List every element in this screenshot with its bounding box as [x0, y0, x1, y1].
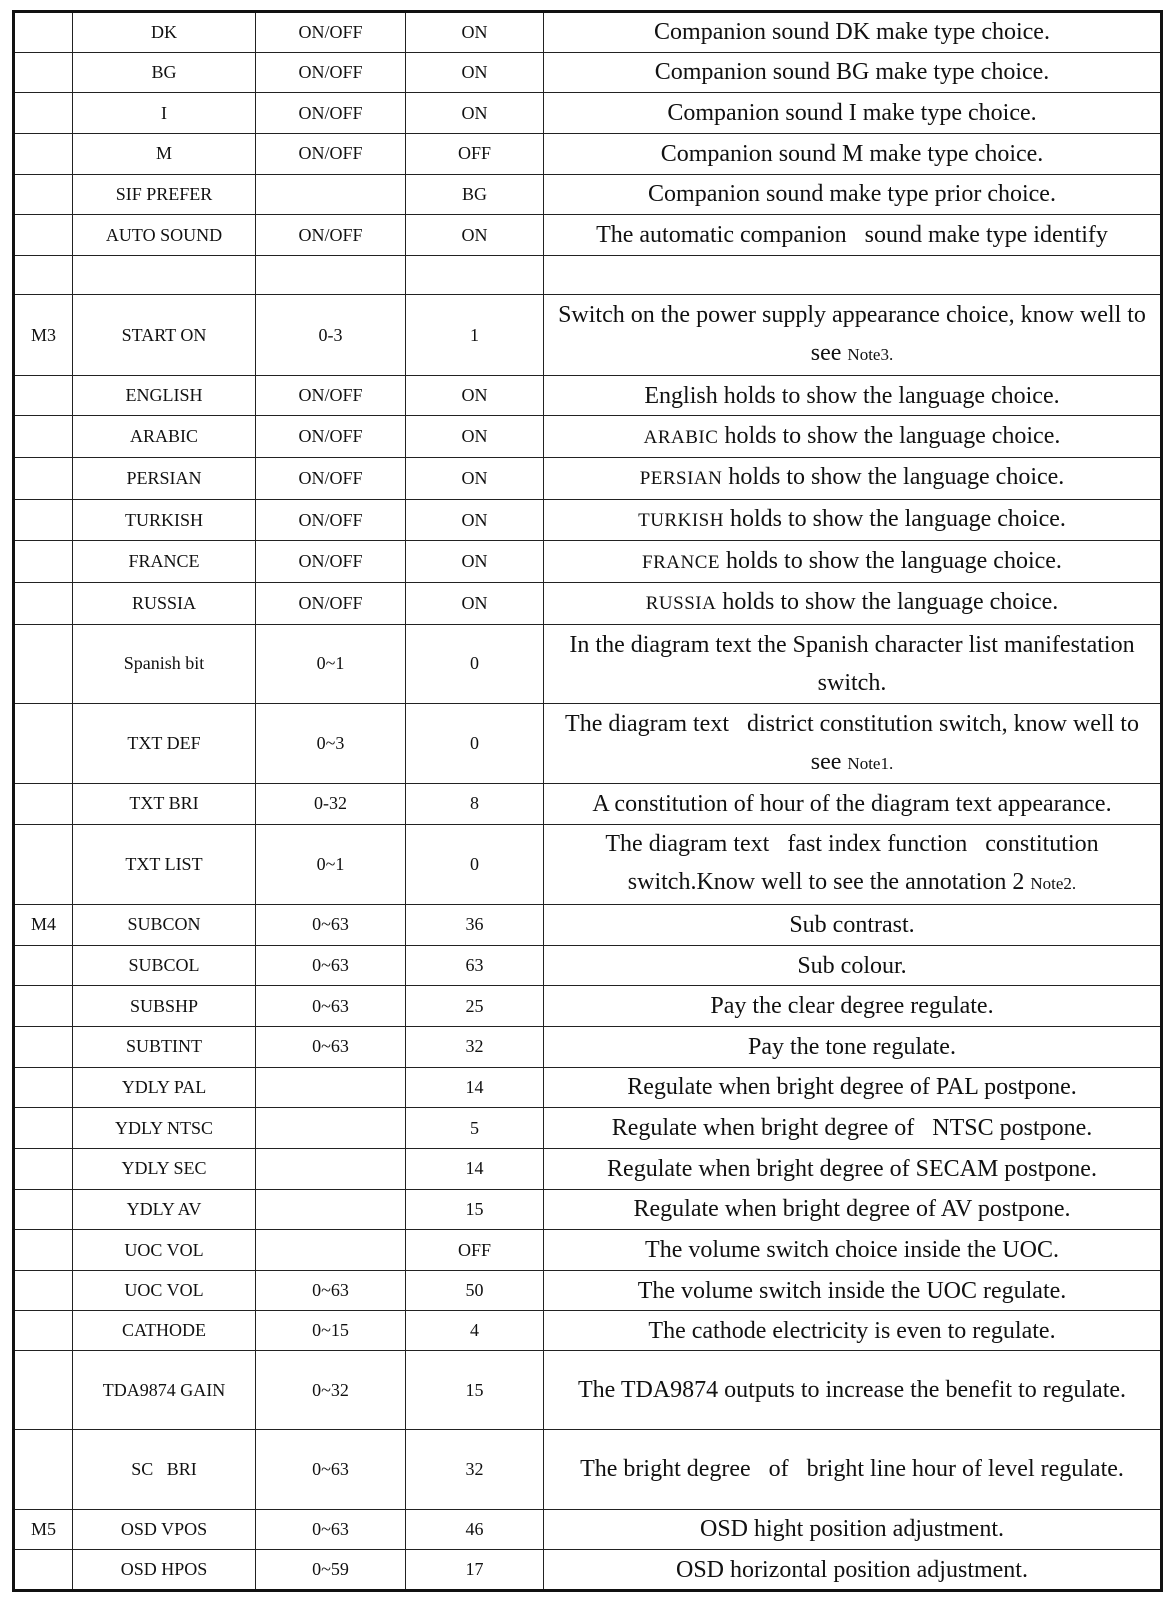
menu-cell: [14, 784, 73, 825]
description-cell: [544, 1067, 1162, 1108]
table-row: [14, 905, 1162, 946]
description-text: A constitution of hour of the diagram text appearance.: [592, 790, 1112, 817]
description-cell: [544, 458, 1162, 500]
menu-cell: [14, 375, 73, 416]
description-cell: [544, 1108, 1162, 1149]
default-cell: 15: [406, 1189, 544, 1230]
description-cell: [544, 1027, 1162, 1068]
range-cell: [256, 1067, 406, 1108]
range-cell: ON/OFF: [256, 133, 406, 174]
item-cell: YDLY SEC: [73, 1148, 256, 1189]
default-cell: ON: [406, 93, 544, 134]
item-cell: TDA9874 GAIN: [73, 1351, 256, 1430]
range-cell: [256, 1148, 406, 1189]
range-cell: ON/OFF: [256, 416, 406, 458]
description-cell: [544, 1430, 1162, 1509]
default-cell: ON: [406, 215, 544, 256]
item-cell: TXT BRI: [73, 784, 256, 825]
range-cell: 0~59: [256, 1550, 406, 1591]
description-cell: [544, 1230, 1162, 1271]
default-cell: OFF: [406, 1230, 544, 1271]
factory-menu-table: [12, 10, 1163, 1592]
default-cell: 15: [406, 1351, 544, 1430]
table-row: [14, 458, 1162, 500]
menu-cell: [14, 1189, 73, 1230]
description-text: holds to show the language choice.: [718, 422, 1061, 449]
item-cell: SC BRI: [73, 1430, 256, 1509]
description-text: Companion sound DK make type choice.: [654, 19, 1050, 46]
description-text: The volume switch choice inside the UOC.: [645, 1237, 1059, 1264]
item-cell: OSD VPOS: [73, 1509, 256, 1550]
description-cell: [544, 1351, 1162, 1430]
description-cell: [544, 174, 1162, 215]
table-row: [14, 375, 1162, 416]
item-cell: SIF PREFER: [73, 174, 256, 215]
menu-cell: [14, 541, 73, 583]
item-cell: YDLY AV: [73, 1189, 256, 1230]
item-cell: UOC VOL: [73, 1230, 256, 1271]
description-text: Companion sound M make type choice.: [660, 140, 1044, 167]
default-cell: 63: [406, 945, 544, 986]
range-cell: [256, 1189, 406, 1230]
description-cell: [544, 541, 1162, 583]
table-row: [14, 1270, 1162, 1311]
menu-cell: [14, 255, 73, 295]
menu-cell: [14, 93, 73, 134]
item-cell: AUTO SOUND: [73, 215, 256, 256]
item-cell: FRANCE: [73, 541, 256, 583]
menu-cell: M3: [14, 295, 73, 375]
description-text: The bright degree of bright line hour of level regulate.: [580, 1456, 1124, 1483]
range-cell: ON/OFF: [256, 12, 406, 53]
description-text: Sub colour.: [797, 952, 907, 979]
item-cell: ENGLISH: [73, 375, 256, 416]
menu-cell: [14, 624, 73, 703]
description-cell: [544, 499, 1162, 541]
description-cell: [544, 12, 1162, 53]
menu-cell: [14, 1351, 73, 1430]
description-text: Regulate when bright degree of NTSC postpone.: [611, 1115, 1093, 1142]
note-reference: Note1.: [847, 753, 894, 773]
default-cell: ON: [406, 375, 544, 416]
default-cell: 46: [406, 1509, 544, 1550]
range-cell: 0~32: [256, 1351, 406, 1430]
description-cell: [544, 295, 1162, 375]
menu-cell: [14, 1311, 73, 1351]
default-cell: ON: [406, 541, 544, 583]
item-cell: TXT LIST: [73, 824, 256, 904]
range-cell: 0~3: [256, 703, 406, 783]
description-cell: [544, 52, 1162, 93]
range-cell: 0~63: [256, 905, 406, 946]
item-cell: SUBCOL: [73, 945, 256, 986]
menu-cell: [14, 1270, 73, 1311]
description-text: holds to show the language choice.: [722, 464, 1065, 491]
range-cell: 0~1: [256, 824, 406, 904]
language-name: TURKISH: [638, 510, 724, 532]
item-cell: CATHODE: [73, 1311, 256, 1351]
table-row: [14, 1430, 1162, 1509]
description-cell: [544, 1550, 1162, 1591]
description-text: English holds to show the language choice.: [644, 382, 1060, 409]
table-row: [14, 215, 1162, 256]
range-cell: 0~63: [256, 1509, 406, 1550]
item-cell: M: [73, 133, 256, 174]
range-cell: ON/OFF: [256, 215, 406, 256]
description-text: Regulate when bright degree of PAL postpone.: [627, 1074, 1077, 1101]
item-cell: RUSSIA: [73, 583, 256, 625]
item-cell: YDLY PAL: [73, 1067, 256, 1108]
table-row: [14, 52, 1162, 93]
language-name: RUSSIA: [645, 593, 717, 615]
menu-cell: [14, 1108, 73, 1149]
description-text: The volume switch inside the UOC regulate.: [637, 1277, 1067, 1304]
description-cell: [544, 945, 1162, 986]
table-row: [14, 945, 1162, 986]
default-cell: ON: [406, 583, 544, 625]
default-cell: 0: [406, 824, 544, 904]
table-row: [14, 1311, 1162, 1351]
description-text: Regulate when bright degree of AV postpone.: [633, 1196, 1071, 1223]
table-row: [14, 1351, 1162, 1430]
range-cell: [256, 255, 406, 295]
description-text: Regulate when bright degree of SECAM postpone.: [607, 1155, 1097, 1182]
table-row: [14, 1027, 1162, 1068]
item-cell: [73, 255, 256, 295]
menu-cell: [14, 1430, 73, 1509]
table-row: [14, 624, 1162, 703]
description-text: Switch on the power supply appearance choice, know well to see: [558, 302, 1146, 367]
menu-cell: [14, 52, 73, 93]
menu-cell: M4: [14, 905, 73, 946]
range-cell: 0~63: [256, 1027, 406, 1068]
item-cell: BG: [73, 52, 256, 93]
default-cell: ON: [406, 416, 544, 458]
menu-cell: [14, 174, 73, 215]
range-cell: ON/OFF: [256, 499, 406, 541]
table-row: [14, 703, 1162, 783]
description-cell: [544, 1148, 1162, 1189]
default-cell: [406, 255, 544, 295]
description-text: OSD horizontal position adjustment.: [676, 1556, 1028, 1583]
table-row: [14, 416, 1162, 458]
description-cell: [544, 215, 1162, 256]
range-cell: 0~15: [256, 1311, 406, 1351]
description-text: holds to show the language choice.: [716, 589, 1059, 616]
description-cell: [544, 1509, 1162, 1550]
item-cell: TURKISH: [73, 499, 256, 541]
range-cell: 0~63: [256, 945, 406, 986]
item-cell: I: [73, 93, 256, 134]
range-cell: ON/OFF: [256, 375, 406, 416]
description-text: The automatic companion sound make type identify: [596, 222, 1108, 249]
menu-cell: [14, 1148, 73, 1189]
item-cell: YDLY NTSC: [73, 1108, 256, 1149]
default-cell: 14: [406, 1148, 544, 1189]
table-row: [14, 583, 1162, 625]
table-row: [14, 1509, 1162, 1550]
description-cell: [544, 703, 1162, 783]
note-reference: Note3.: [847, 345, 894, 365]
description-text: The TDA9874 outputs to increase the benefit to regulate.: [577, 1377, 1127, 1404]
default-cell: 50: [406, 1270, 544, 1311]
table-row: [14, 784, 1162, 825]
description-cell: [544, 133, 1162, 174]
description-text: The diagram text fast index function constitution switch.Know well to see the annotation 2: [605, 831, 1099, 896]
table-row: [14, 1108, 1162, 1149]
description-text: The cathode electricity is even to regulate.: [648, 1317, 1056, 1344]
description-cell: [544, 824, 1162, 904]
description-cell: [544, 986, 1162, 1027]
range-cell: [256, 1108, 406, 1149]
default-cell: BG: [406, 174, 544, 215]
range-cell: 0~63: [256, 986, 406, 1027]
description-cell: [544, 1189, 1162, 1230]
default-cell: OFF: [406, 133, 544, 174]
description-text: The diagram text district constitution switch, know well to see: [565, 710, 1139, 775]
menu-cell: [14, 416, 73, 458]
item-cell: DK: [73, 12, 256, 53]
item-cell: ARABIC: [73, 416, 256, 458]
description-cell: [544, 416, 1162, 458]
table-row: [14, 1189, 1162, 1230]
default-cell: 32: [406, 1430, 544, 1509]
description-text: holds to show the language choice.: [720, 547, 1062, 574]
range-cell: 0-32: [256, 784, 406, 825]
description-text: OSD hight position adjustment.: [699, 1516, 1004, 1543]
menu-cell: [14, 215, 73, 256]
description-cell: [544, 1270, 1162, 1311]
menu-cell: [14, 1027, 73, 1068]
default-cell: ON: [406, 12, 544, 53]
default-cell: ON: [406, 52, 544, 93]
description-text: In the diagram text the Spanish character list manifestation switch.: [569, 631, 1135, 696]
item-cell: PERSIAN: [73, 458, 256, 500]
description-cell: [544, 583, 1162, 625]
default-cell: ON: [406, 458, 544, 500]
range-cell: 0-3: [256, 295, 406, 375]
table-row: [14, 824, 1162, 904]
description-cell: [544, 784, 1162, 825]
menu-cell: [14, 583, 73, 625]
item-cell: Spanish bit: [73, 624, 256, 703]
description-cell: [544, 905, 1162, 946]
description-text: holds to show the language choice.: [723, 506, 1066, 533]
default-cell: 36: [406, 905, 544, 946]
table-row: [14, 1148, 1162, 1189]
description-text: Sub contrast.: [789, 911, 915, 938]
range-cell: 0~1: [256, 624, 406, 703]
table-row: [14, 295, 1162, 375]
description-text: Pay the clear degree regulate.: [710, 993, 994, 1020]
default-cell: 32: [406, 1027, 544, 1068]
item-cell: UOC VOL: [73, 1270, 256, 1311]
default-cell: 5: [406, 1108, 544, 1149]
language-name: PERSIAN: [639, 468, 723, 490]
table-row: [14, 174, 1162, 215]
default-cell: 0: [406, 624, 544, 703]
menu-cell: [14, 824, 73, 904]
menu-cell: [14, 1550, 73, 1591]
default-cell: 17: [406, 1550, 544, 1591]
table-row: [14, 1067, 1162, 1108]
range-cell: [256, 174, 406, 215]
description-text: Companion sound make type prior choice.: [648, 181, 1056, 208]
menu-cell: [14, 945, 73, 986]
menu-cell: [14, 12, 73, 53]
table-row: [14, 541, 1162, 583]
menu-cell: [14, 1230, 73, 1271]
default-cell: 14: [406, 1067, 544, 1108]
item-cell: SUBTINT: [73, 1027, 256, 1068]
default-cell: 25: [406, 986, 544, 1027]
language-name: ARABIC: [643, 426, 719, 448]
default-cell: 1: [406, 295, 544, 375]
range-cell: [256, 1230, 406, 1271]
range-cell: 0~63: [256, 1430, 406, 1509]
default-cell: 4: [406, 1311, 544, 1351]
language-name: FRANCE: [642, 551, 721, 573]
range-cell: ON/OFF: [256, 93, 406, 134]
table-row: [14, 12, 1162, 53]
description-text: Pay the tone regulate.: [748, 1033, 956, 1060]
menu-cell: [14, 133, 73, 174]
table-row: [14, 499, 1162, 541]
table-row: [14, 93, 1162, 134]
item-cell: SUBCON: [73, 905, 256, 946]
description-text: Companion sound BG make type choice.: [654, 59, 1050, 86]
table-row: [14, 1230, 1162, 1271]
table-row: [14, 1550, 1162, 1591]
note-reference: Note2.: [1030, 874, 1077, 894]
menu-cell: [14, 703, 73, 783]
menu-cell: [14, 458, 73, 500]
item-cell: OSD HPOS: [73, 1550, 256, 1591]
description-text: Companion sound I make type choice.: [667, 100, 1037, 127]
description-cell: [544, 624, 1162, 703]
table-row: [14, 133, 1162, 174]
table-row: [14, 986, 1162, 1027]
default-cell: 0: [406, 703, 544, 783]
item-cell: START ON: [73, 295, 256, 375]
range-cell: ON/OFF: [256, 458, 406, 500]
table-row: [14, 255, 1162, 295]
default-cell: ON: [406, 499, 544, 541]
description-cell: [544, 375, 1162, 416]
range-cell: ON/OFF: [256, 583, 406, 625]
item-cell: TXT DEF: [73, 703, 256, 783]
description-cell: [544, 93, 1162, 134]
item-cell: SUBSHP: [73, 986, 256, 1027]
menu-cell: [14, 1067, 73, 1108]
range-cell: ON/OFF: [256, 52, 406, 93]
description-cell: [544, 1311, 1162, 1351]
menu-cell: [14, 499, 73, 541]
range-cell: ON/OFF: [256, 541, 406, 583]
default-cell: 8: [406, 784, 544, 825]
range-cell: 0~63: [256, 1270, 406, 1311]
description-cell: [544, 255, 1162, 295]
menu-cell: M5: [14, 1509, 73, 1550]
menu-cell: [14, 986, 73, 1027]
